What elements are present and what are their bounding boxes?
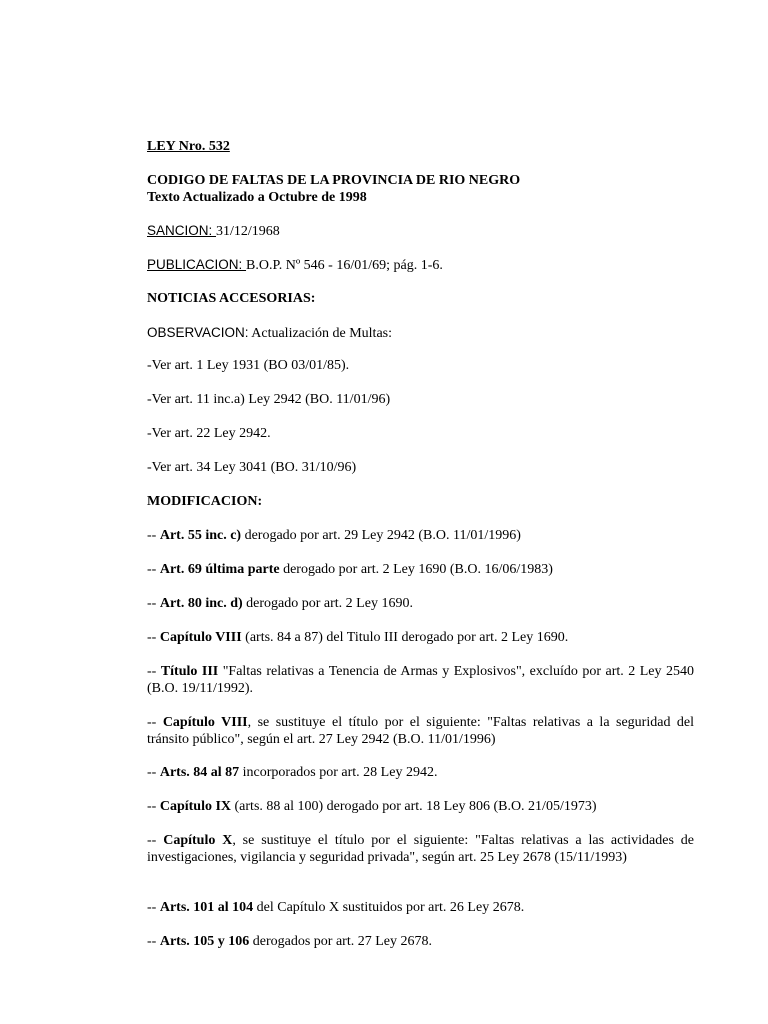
item-text: derogado por art. 2 Ley 1690 (B.O. 16/06/1983) (279, 562, 553, 577)
item-text: , se sustituye el título por el siguiente: "Faltas relativas a la seguridad del tránsito público", según el art. 27 Ley 2942 (B.O. 11/01/1996) (147, 715, 695, 747)
law-number: LEY Nro. 532 (147, 139, 230, 154)
item-text: , se sustituye el título por el siguiente: "Faltas relativas a las actividades de investigaciones, vigilancia y seguridad privada", según art. 25 Ley 2678 (15/11/1993) (147, 833, 694, 865)
item-text: "Faltas relativas a Tenencia de Armas y Explosivos", excluído por art. 2 Ley 2540 (B.O. 19/11/1992). (147, 664, 694, 696)
item-reference: Capítulo IX (159, 799, 232, 814)
observacion-label: OBSERVACION: (147, 325, 249, 340)
item-prefix: -- (147, 934, 160, 949)
item-reference: Art. 80 inc. d) (159, 596, 243, 611)
modificacion-item (147, 714, 694, 748)
item-text: derogado por art. 2 Ley 1690. (242, 596, 413, 611)
noticia-item: -Ver art. 22 Ley 2942. (147, 426, 271, 441)
item-prefix: -- (147, 528, 160, 543)
modificacion-item (147, 561, 553, 578)
observacion-line (147, 324, 392, 342)
item-text: derogados por art. 27 Ley 2678. (249, 934, 432, 949)
item-prefix: -- (147, 596, 160, 611)
noticias-heading: NOTICIAS ACCESORIAS: (147, 291, 316, 306)
item-text: (arts. 88 al 100) derogado por art. 18 Ley 806 (B.O. 21/05/1973) (231, 799, 597, 814)
modificacion-item (147, 629, 568, 646)
noticia-item: -Ver art. 1 Ley 1931 (BO 03/01/85). (147, 358, 350, 373)
item-prefix: -- (147, 562, 160, 577)
observacion-text: Actualización de Multas: (248, 326, 392, 341)
item-prefix: -- (147, 664, 161, 679)
item-reference: Capítulo VIII (159, 630, 242, 645)
modificacion-item (147, 764, 437, 781)
item-reference: Art. 55 inc. c) (159, 528, 242, 543)
noticia-item: -Ver art. 34 Ley 3041 (BO. 31/10/96) (147, 460, 357, 475)
modificacion-item (147, 899, 524, 916)
item-text: (arts. 84 a 87) del Titulo III derogado por art. 2 Ley 1690. (241, 630, 569, 645)
item-prefix: -- (147, 630, 160, 645)
modificacion-item (147, 798, 597, 815)
item-text: incorporados por art. 28 Ley 2942. (239, 765, 438, 780)
item-reference: Art. 69 última parte (159, 562, 280, 577)
modificacion-item (147, 527, 521, 544)
sancion-label: SANCION: (147, 223, 217, 238)
modificacion-item (147, 832, 694, 866)
item-reference: Capítulo VIII (162, 715, 248, 730)
item-reference: Arts. 105 y 106 (159, 934, 250, 949)
item-reference: Título III (160, 664, 219, 679)
item-reference: Arts. 84 al 87 (159, 765, 240, 780)
sancion-date: 31/12/1968 (216, 224, 280, 239)
publicacion-line (147, 256, 443, 274)
item-text: del Capítulo X sustituidos por art. 26 Ley 2678. (253, 900, 525, 915)
document-title: CODIGO DE FALTAS DE LA PROVINCIA DE RIO NEGRO (147, 173, 521, 188)
item-prefix: -- (147, 900, 160, 915)
publicacion-value: B.O.P. Nº 546 - 16/01/69; pág. 1-6. (246, 258, 443, 273)
modificacion-item (147, 663, 694, 697)
item-reference: Arts. 101 al 104 (159, 900, 254, 915)
item-prefix: -- (147, 765, 160, 780)
item-prefix: -- (147, 715, 163, 730)
item-prefix: -- (147, 799, 160, 814)
item-reference: Capítulo X (163, 833, 233, 848)
publicacion-label: PUBLICACION: (147, 257, 247, 272)
modificacion-heading: MODIFICACION: (147, 494, 263, 509)
item-prefix: -- (147, 833, 164, 848)
modificacion-item (147, 595, 413, 612)
noticia-item: -Ver art. 11 inc.a) Ley 2942 (BO. 11/01/96) (147, 392, 391, 407)
modificacion-item (147, 933, 432, 950)
sancion-line (147, 222, 280, 240)
item-text: derogado por art. 29 Ley 2942 (B.O. 11/01/1996) (241, 528, 521, 543)
document-subtitle: Texto Actualizado a Octubre de 1998 (147, 190, 367, 205)
